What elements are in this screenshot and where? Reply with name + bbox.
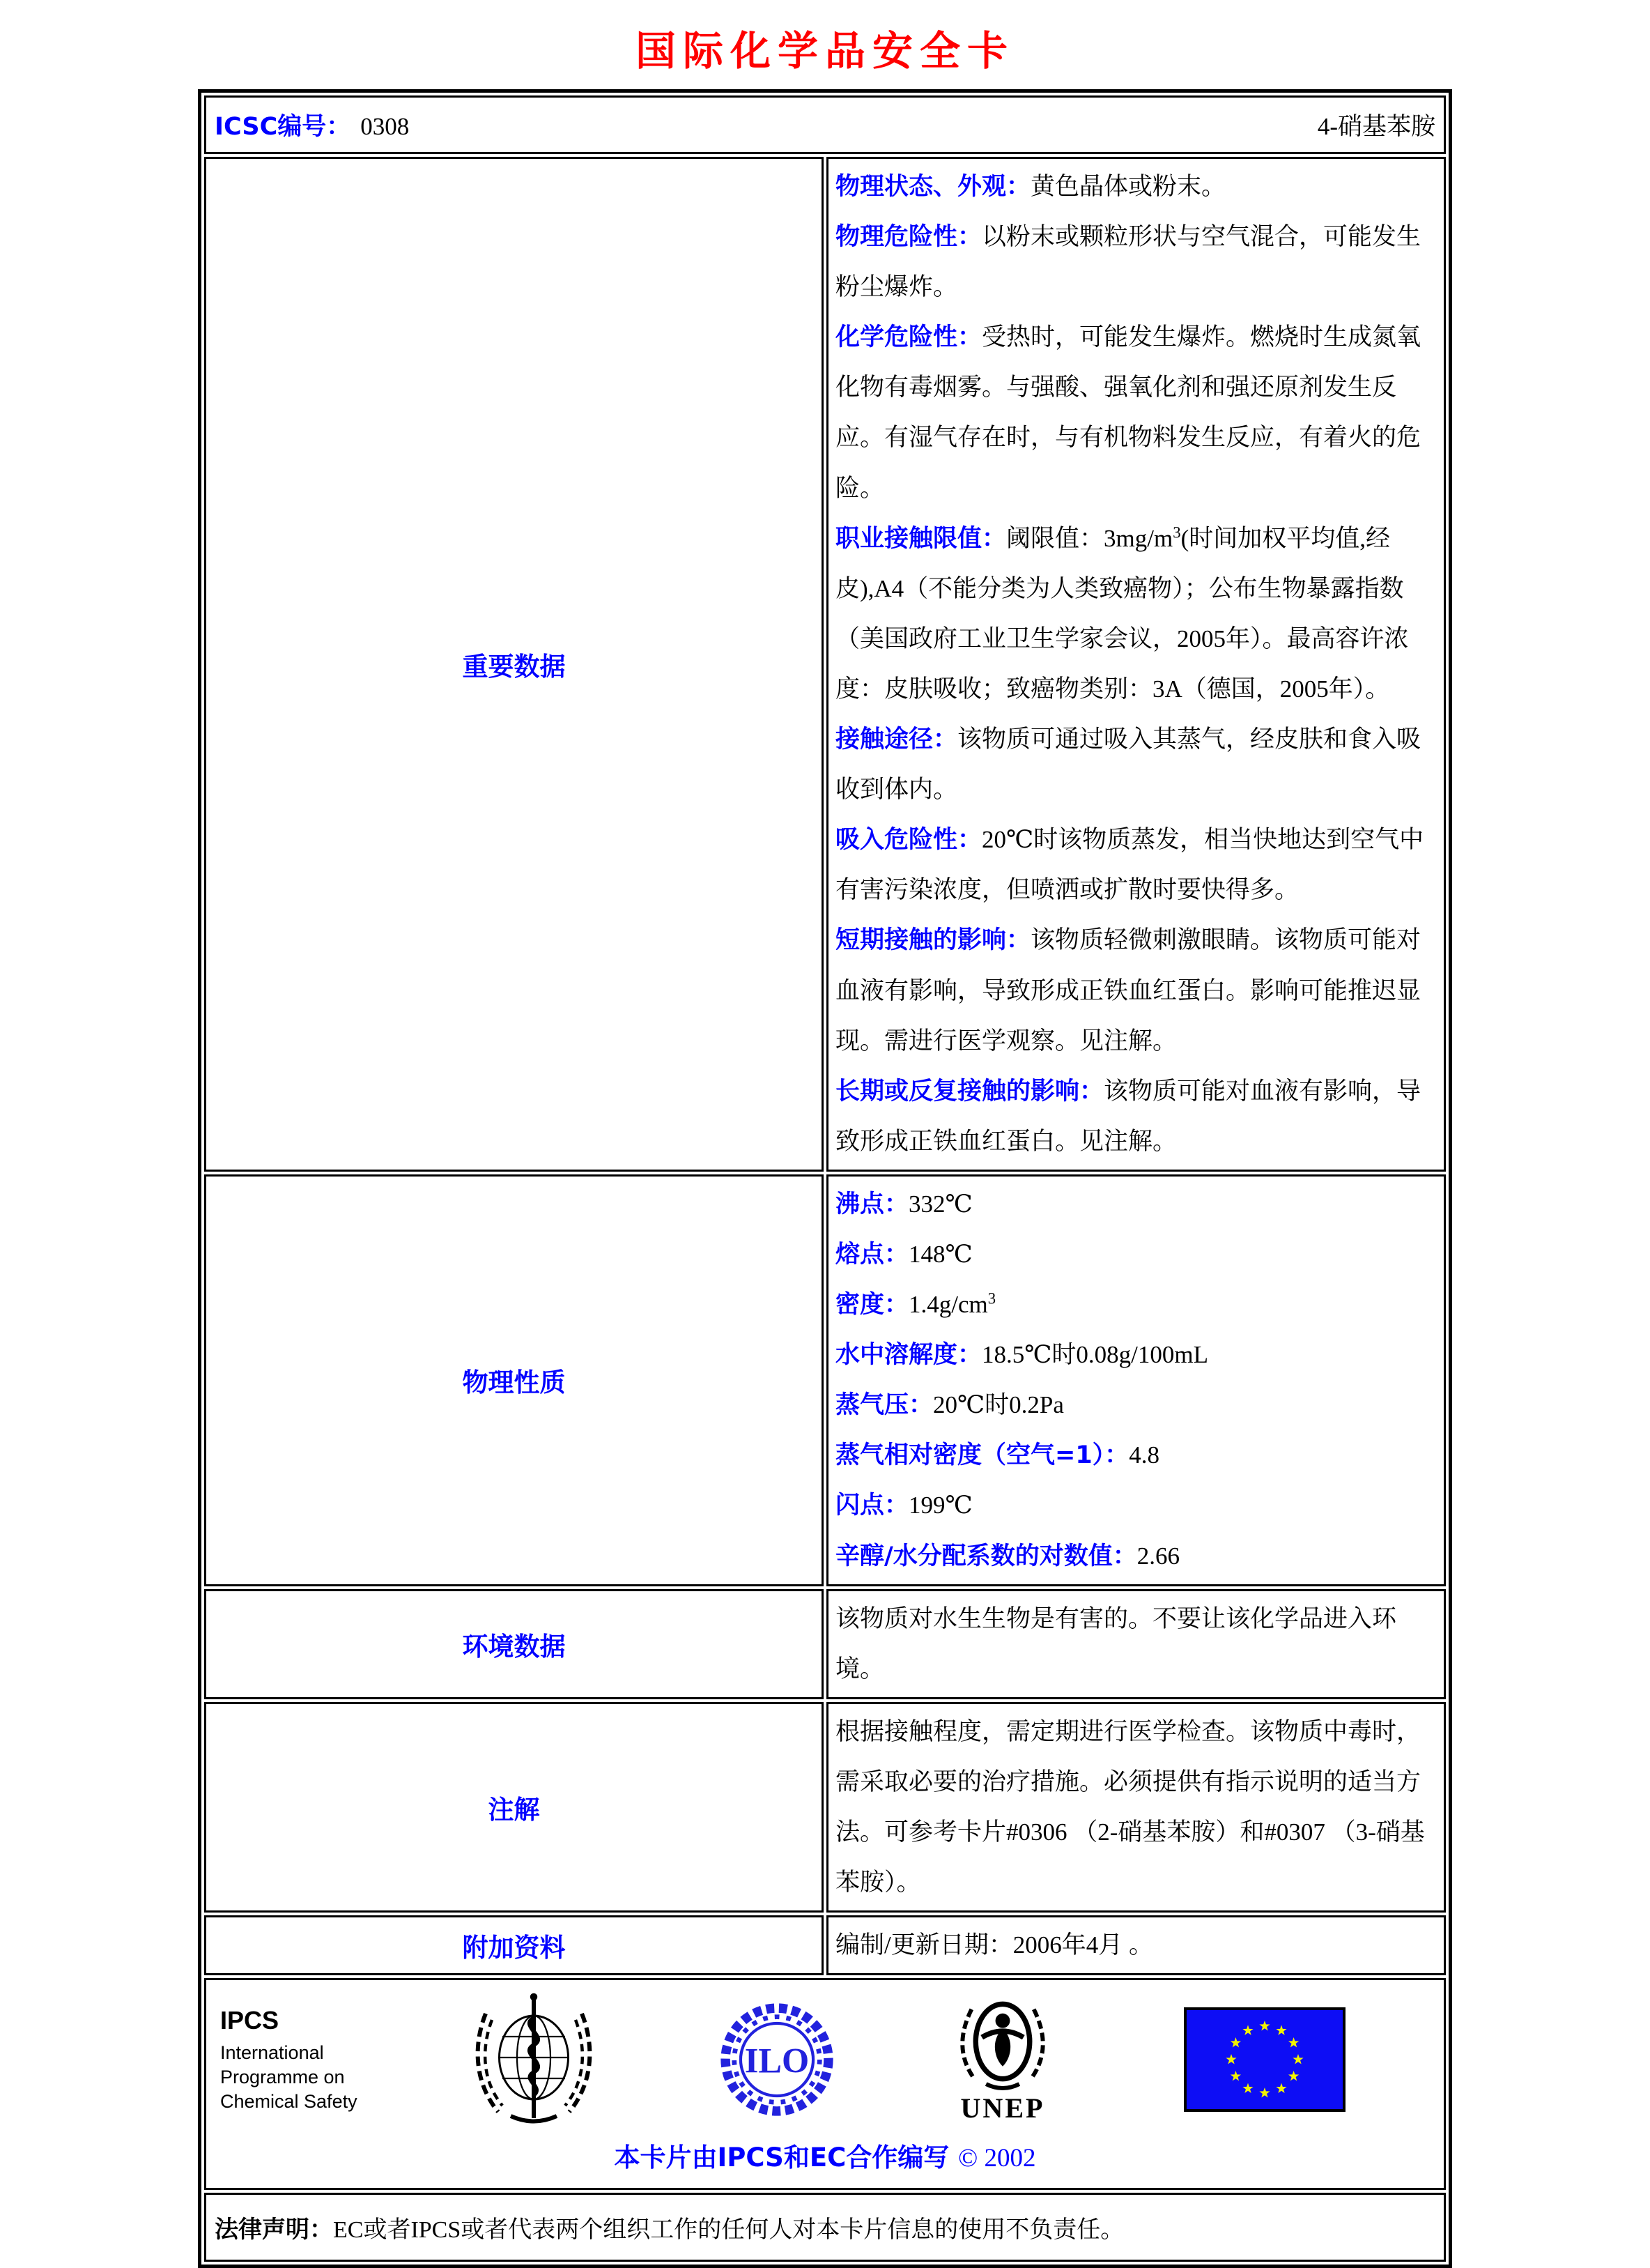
field-row <box>835 1380 1437 1430</box>
eu-flag-icon <box>1184 2007 1346 2112</box>
section-content-environment <box>826 1589 1446 1699</box>
ipcs-title: IPCS <box>220 2005 279 2035</box>
section-row-important <box>204 157 1446 1172</box>
ilo-logo <box>718 2001 835 2118</box>
field-value: 148℃ <box>909 1240 973 1268</box>
field-label: 辛醇/水分配系数的对数值： <box>835 1542 1137 1570</box>
field-label: 吸入危险性： <box>835 826 982 855</box>
legal-text: EC或者IPCS或者代表两个组织工作的任何人对本卡片信息的使用不负责任。 <box>333 2217 1125 2244</box>
section-label-physical: 物理性质 <box>204 1174 824 1586</box>
field-row <box>835 1330 1437 1380</box>
field-row <box>835 162 1437 212</box>
field-label: 水中溶解度： <box>835 1341 982 1370</box>
icsc-number-group <box>215 107 409 142</box>
field-row <box>835 1707 1437 1908</box>
unep-logo-text: UNEP <box>960 2092 1045 2124</box>
ipcs-text-block <box>220 2006 429 2114</box>
field-value: 黄色晶体或粉末。 <box>1031 173 1226 200</box>
field-value: 332℃ <box>909 1190 973 1218</box>
field-row <box>835 1280 1437 1330</box>
field-row <box>835 1920 1437 1970</box>
field-value: 该物质对水生生物是有害的。不要让该化学品进入环境。 <box>835 1604 1397 1683</box>
field-row <box>835 815 1437 915</box>
field-label: 化学危险性： <box>835 323 982 352</box>
field-row <box>835 1430 1437 1480</box>
field-row <box>835 1066 1437 1167</box>
field-row <box>835 514 1437 714</box>
section-label-environment: 环境数据 <box>204 1589 824 1699</box>
field-value: 该物质可能对血液有影响，导致形成正铁血红蛋白。见注解。 <box>835 1077 1421 1155</box>
field-value: 该物质可通过吸入其蒸气，经皮肤和食入吸收到体内。 <box>835 726 1421 804</box>
field-label: 短期接触的影响： <box>835 926 1031 955</box>
section-row-physical <box>204 1174 1446 1586</box>
legal-row <box>204 2193 1446 2262</box>
field-value: 199℃ <box>909 1492 973 1519</box>
icsc-number-label: ICSC编号： <box>215 113 351 141</box>
field-row <box>835 1229 1437 1280</box>
field-label: 长期或反复接触的影响： <box>835 1077 1104 1105</box>
section-content-additional <box>826 1915 1446 1975</box>
field-row <box>835 312 1437 513</box>
section-row-notes <box>204 1702 1446 1913</box>
field-label: 闪点： <box>835 1492 909 1520</box>
section-content-important <box>826 157 1446 1172</box>
section-row-additional <box>204 1915 1446 1975</box>
credit-line <box>220 2136 1430 2174</box>
field-value: 编制/更新日期：2006年4月 。 <box>835 1931 1153 1959</box>
unep-emblem-icon <box>950 1995 1055 2092</box>
credit-text: 本卡片由IPCS和EC合作编写 <box>614 2143 950 2173</box>
section-content-physical <box>826 1174 1446 1586</box>
field-label: 接触途径： <box>835 726 958 754</box>
page-title: 国际化学品安全卡 <box>635 27 1015 75</box>
field-row <box>835 212 1437 312</box>
section-content-notes <box>826 1702 1446 1913</box>
field-value: 1.4g/cm <box>909 1291 988 1319</box>
field-label: 物理危险性： <box>835 223 982 252</box>
section-label-important: 重要数据 <box>204 157 824 1172</box>
field-value: 受热时，可能发生爆炸。燃烧时生成氮氧化物有毒烟雾。与强酸、强氧化剂和强还原剂发生反应。有湿气存在时，与有机物料发生反应，有着火的危险。 <box>835 323 1421 502</box>
who-logo <box>471 1990 596 2129</box>
field-label: 蒸气相对密度（空气=1）： <box>835 1441 1129 1470</box>
footer-logos-cell <box>204 1978 1446 2190</box>
header-cell <box>204 95 1446 154</box>
field-row <box>835 1594 1437 1694</box>
field-value: 阈限值：3mg/m <box>1006 524 1173 552</box>
field-row <box>835 915 1437 1066</box>
field-value: 以粉末或颗粒形状与空气混合，可能发生粉尘爆炸。 <box>835 223 1421 301</box>
footer-logos-row <box>204 1978 1446 2190</box>
unep-logo <box>950 1995 1055 2124</box>
header-row <box>204 95 1446 154</box>
legal-label: 法律声明： <box>215 2216 333 2244</box>
section-label-notes: 注解 <box>204 1702 824 1913</box>
field-value: 该物质轻微刺激眼睛。该物质可能对血液有影响，导致形成正铁血红蛋白。影响可能推迟显现。需进行医学观察。见注解。 <box>835 926 1421 1055</box>
field-row <box>835 1480 1437 1531</box>
superscript: 3 <box>1173 523 1181 541</box>
field-value: 20℃时该物质蒸发，相当快地达到空气中有害污染浓度，但喷洒或扩散时要快得多。 <box>835 826 1424 904</box>
field-row <box>835 714 1437 815</box>
copyright-text: © 2002 <box>958 2144 1036 2173</box>
field-value: 4.8 <box>1129 1441 1159 1469</box>
field-row <box>835 1179 1437 1229</box>
field-label: 熔点： <box>835 1240 909 1269</box>
field-label: 物理状态、外观： <box>835 173 1031 201</box>
field-value: 18.5℃时0.08g/100mL <box>982 1341 1208 1369</box>
field-value: 2.66 <box>1136 1542 1180 1570</box>
icsc-table <box>198 89 1452 2268</box>
icsc-number-value: 0308 <box>360 113 410 140</box>
ipcs-subtitle-line: Programme on <box>220 2066 345 2087</box>
field-label: 沸点： <box>835 1190 909 1218</box>
ipcs-subtitle-line: International <box>220 2041 324 2063</box>
field-label: 职业接触限值： <box>835 524 1007 553</box>
field-value: 根据接触程度，需定期进行医学检查。该物质中毒时，需采取必要的治疗措施。必须提供有指示说明的适当方法。可参考卡片#0306 （2-硝基苯胺）和#0307 （3-硝基苯胺）。 <box>835 1717 1425 1897</box>
field-row <box>835 1531 1437 1581</box>
superscript: 3 <box>987 1289 996 1308</box>
ipcs-subtitle-line: Chemical Safety <box>220 2090 357 2112</box>
field-label: 蒸气压： <box>835 1391 934 1420</box>
field-value: 20℃时0.2Pa <box>933 1391 1064 1419</box>
chemical-name: 4-硝基苯胺 <box>1317 113 1435 140</box>
legal-cell <box>204 2193 1446 2262</box>
field-value: (时间加权平均值,经皮),A4（不能分类为人类致癌物）；公布生物暴露指数（美国政府工业卫生学家会议，2005年）。最高容许浓度：皮肤吸收；致癌物类别：3A（德国，2005年）。 <box>835 524 1409 703</box>
section-row-environment <box>204 1589 1446 1699</box>
ilo-logo-text: ILO <box>744 2041 810 2081</box>
section-label-additional: 附加资料 <box>204 1915 824 1975</box>
field-label: 密度： <box>835 1291 909 1319</box>
